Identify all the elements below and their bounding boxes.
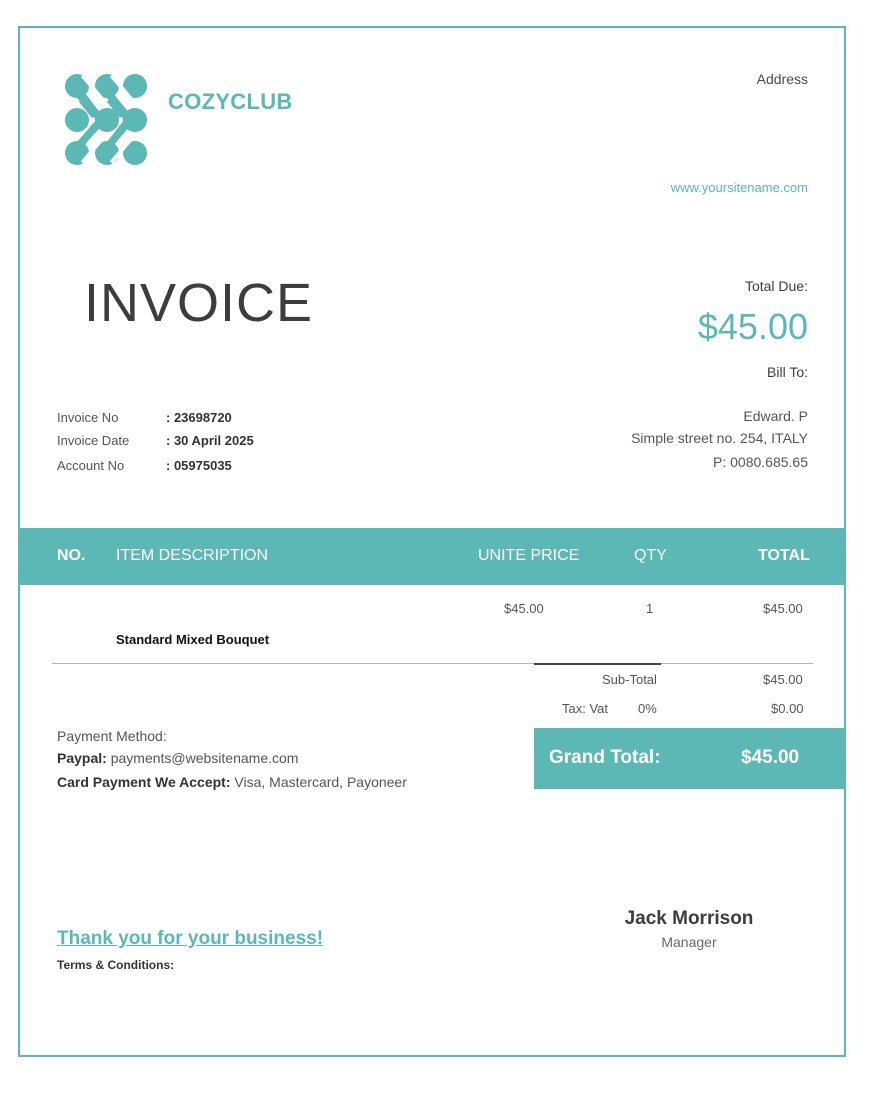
card-line — [57, 774, 407, 790]
total-due-label: Total Due: — [744, 278, 808, 294]
header-qty: QTY — [634, 547, 667, 564]
thank-you-message: Thank you for your business! — [57, 928, 324, 949]
grand-total-box — [534, 728, 844, 789]
header-description: ITEM DESCRIPTION — [116, 547, 269, 564]
card-label: Card Payment We Accept: — [57, 774, 231, 790]
items-table-header — [20, 528, 844, 585]
website-link[interactable]: www.yoursitename.com — [670, 180, 808, 195]
signer-role: Manager — [661, 934, 717, 950]
grand-total-label: Grand Total: — [549, 747, 661, 768]
terms-label: Terms & Conditions: — [57, 958, 175, 972]
invoice-no-value: : 23698720 — [166, 410, 232, 425]
summary-divider — [534, 663, 661, 665]
signer-name: Jack Morrison — [624, 908, 754, 929]
tax-rate: 0% — [638, 701, 657, 716]
invoice-date-label: Invoice Date — [57, 433, 130, 448]
subtotal-label: Sub-Total — [602, 672, 657, 687]
paypal-line — [57, 750, 298, 766]
address-label: Address — [756, 71, 808, 87]
invoice-title: INVOICE — [84, 273, 314, 333]
paypal-label: Paypal: — [57, 750, 107, 766]
header-unit-price: UNITE PRICE — [478, 547, 580, 564]
bill-to-name: Edward. P — [743, 408, 808, 424]
subtotal-value: $45.00 — [763, 672, 803, 687]
tax-label: Tax: Vat — [562, 701, 609, 716]
card-value: Visa, Mastercard, Payoneer — [234, 774, 407, 790]
row-qty: 1 — [646, 601, 654, 616]
tax-value: $0.00 — [771, 701, 804, 716]
account-no-value: : 05975035 — [166, 458, 232, 473]
header-no: NO. — [57, 547, 86, 564]
invoice-date-value: : 30 April 2025 — [166, 433, 254, 448]
bill-to-address: Simple street no. 254, ITALY — [631, 430, 808, 446]
bill-to-label: Bill To: — [767, 364, 808, 380]
invoice-no-label: Invoice No — [57, 410, 119, 425]
header-total: TOTAL — [758, 547, 810, 564]
paypal-value: payments@websitename.com — [110, 750, 299, 766]
row-description: Standard Mixed Bouquet — [116, 632, 270, 647]
grand-total-value: $45.00 — [741, 747, 800, 768]
brand-name: COZYCLUB — [168, 89, 293, 114]
total-due-value: $45.00 — [697, 306, 808, 347]
table-divider — [52, 663, 813, 664]
dotted-network-logo-icon — [64, 72, 150, 168]
row-unit-price: $45.00 — [504, 601, 544, 616]
bill-to-phone: P: 0080.685.65 — [713, 454, 808, 470]
account-no-label: Account No — [57, 458, 125, 473]
payment-method-label: Payment Method: — [57, 728, 167, 744]
row-total: $45.00 — [763, 601, 803, 616]
